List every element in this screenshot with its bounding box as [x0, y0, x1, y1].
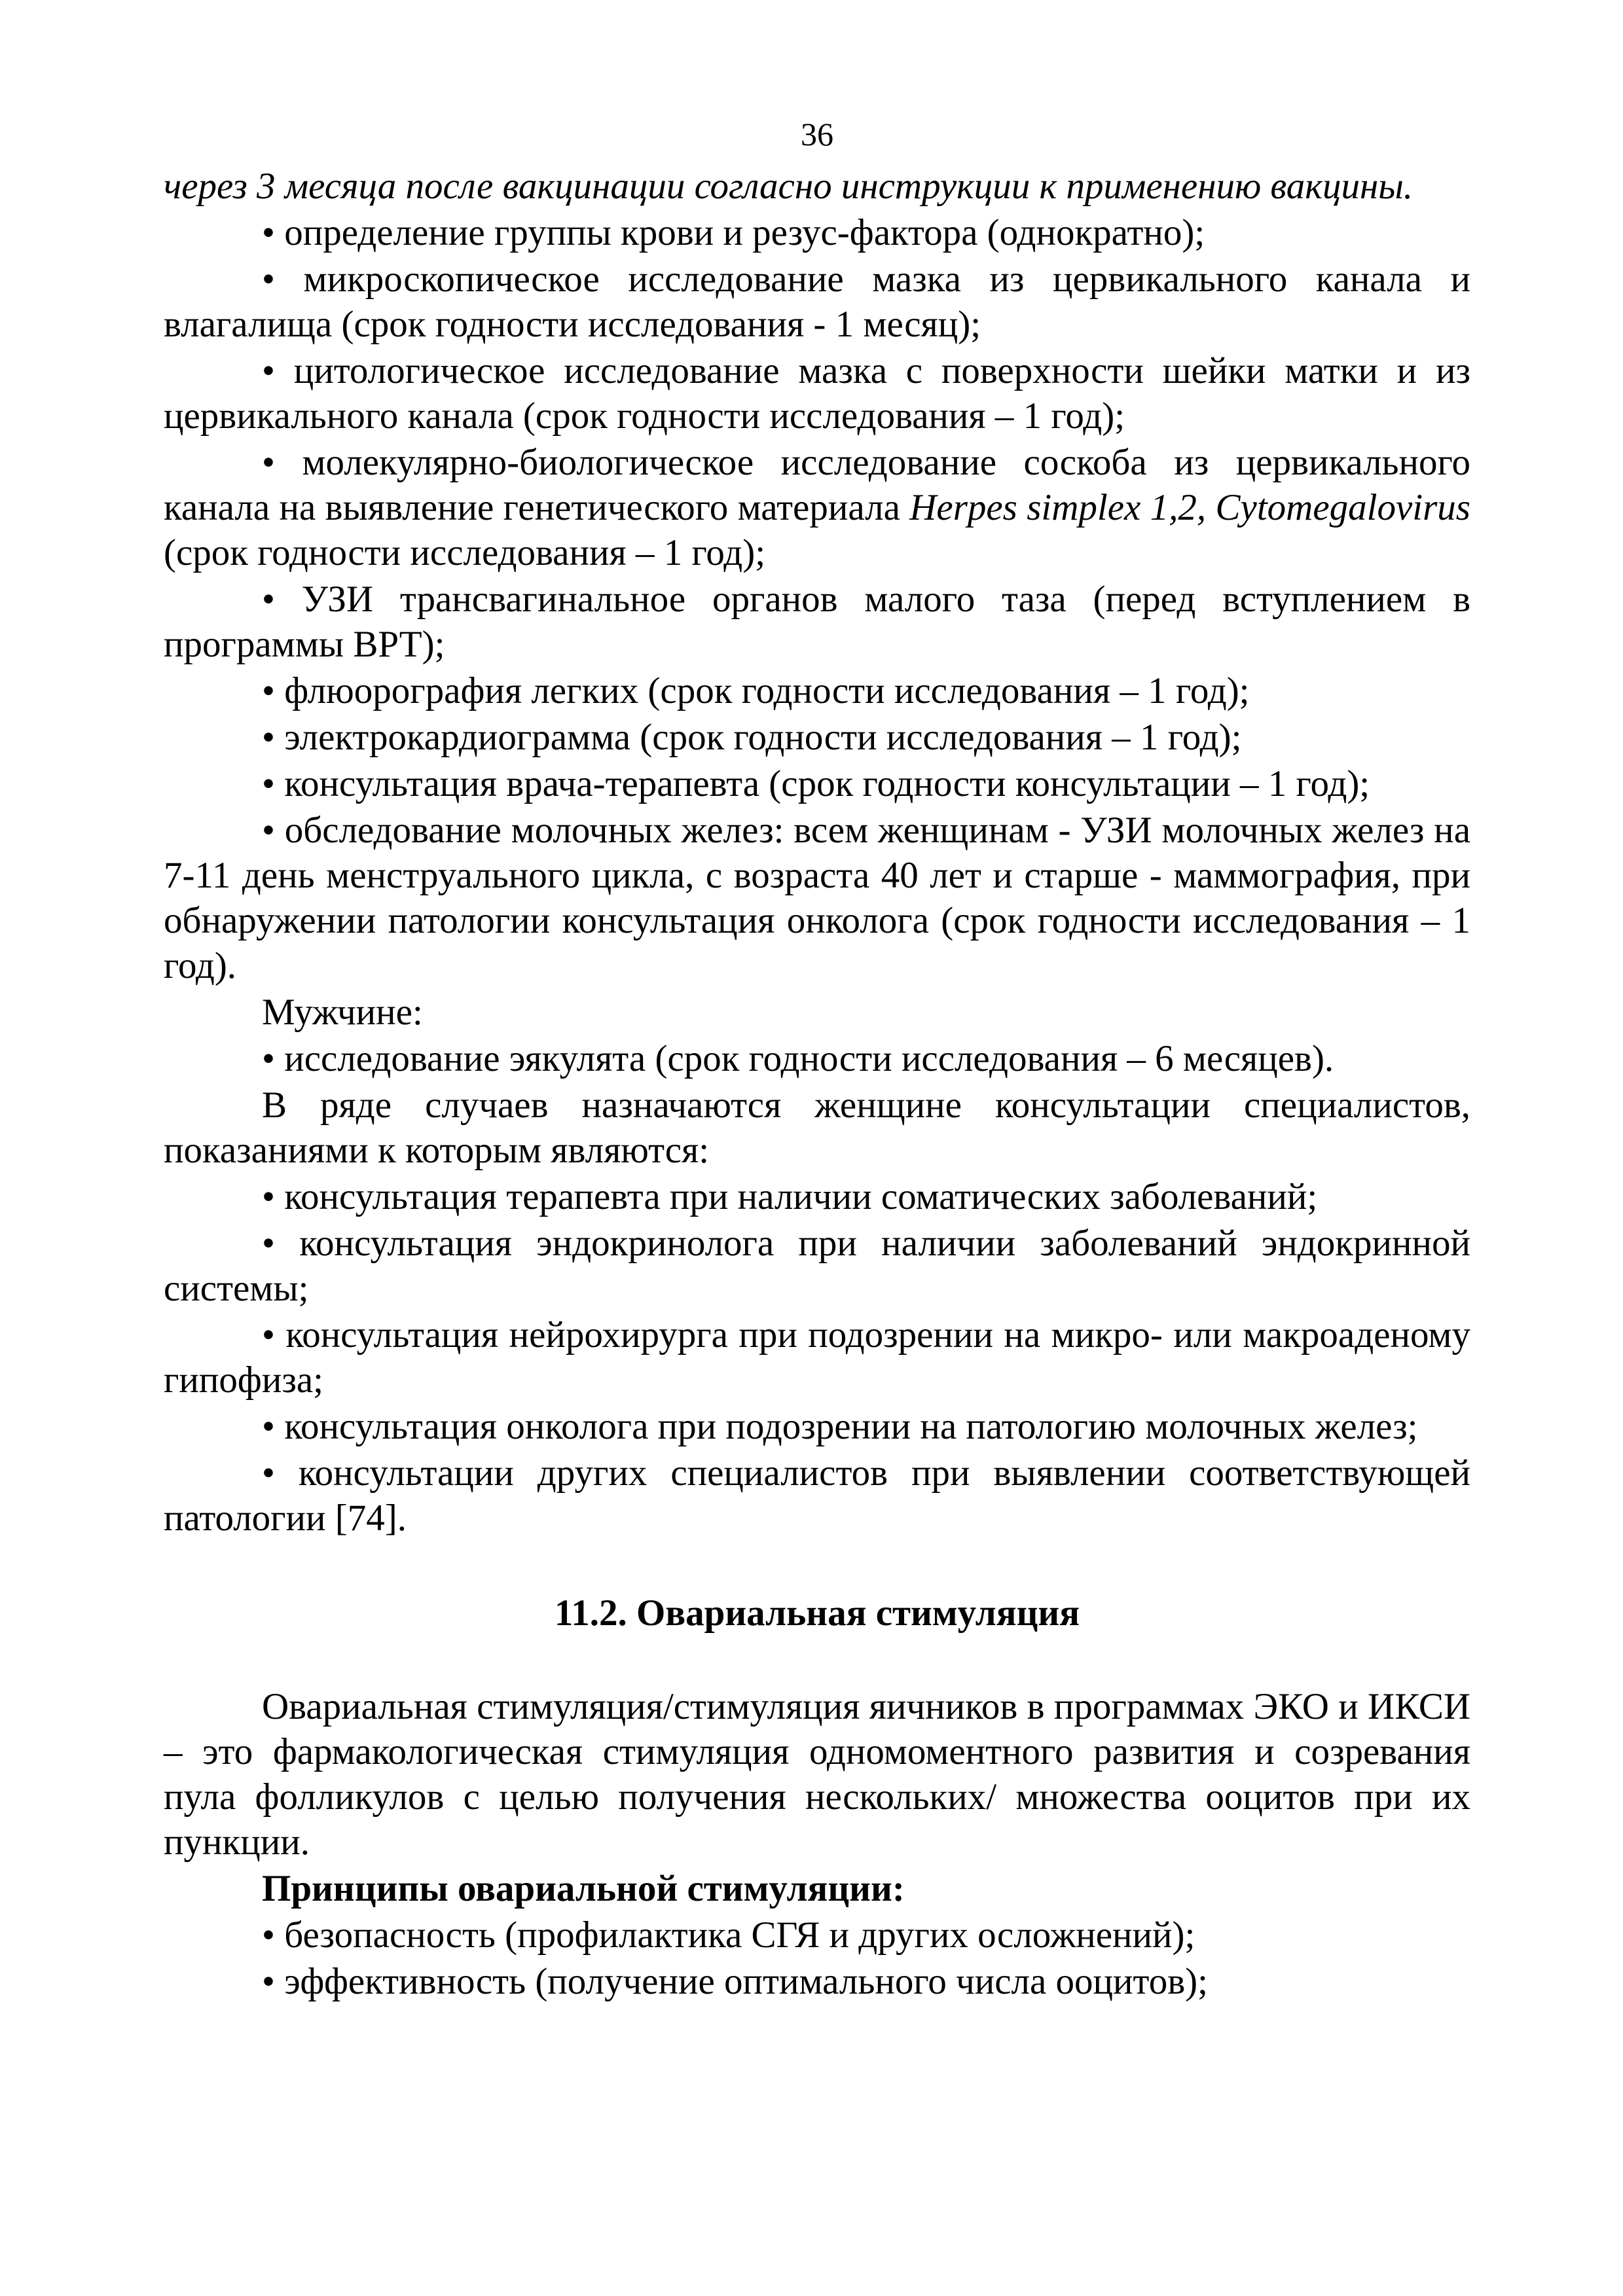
list-item: • флюорография легких (срок годности исследования – 1 год); [164, 668, 1470, 713]
section-heading: 11.2. Овариальная стимуляция [554, 1592, 1080, 1634]
list-item: • консультации других специалистов при выявлении соответствующей патологии [74]. [164, 1450, 1470, 1541]
list-item: • микроскопическое исследование мазка из цервикального канала и влагалища (срок годности исследования - 1 месяц); [164, 257, 1470, 347]
section-paragraph: Овариальная стимуляция/стимуляция яичников в программах ЭКО и ИКСИ – это фармакологическая стимуляция одномоментного развития и созревания пула фолликулов с целью получения нескольких/ множества ооцитов при их пункции. [164, 1686, 1470, 1863]
list-item: • электрокардиограмма (срок годности исследования – 1 год); [164, 715, 1470, 760]
list-item: • консультация онколога при подозрении на патологию молочных желез; [164, 1404, 1470, 1449]
molecular-text: молекулярно-биологическое исследование соскоба из цервикального канала на выявление генетического материала [164, 442, 1470, 528]
list-item: • обследование молочных желез: всем женщинам - УЗИ молочных желез на 7-11 день менструального цикла, с возраста 40 лет и старше - маммография, при обнаружении патологии консультация онколога (срок годности исследования – 1 год). [164, 808, 1470, 988]
list-item: • консультация нейрохирурга при подозрении на микро- или макроаденому гипофиза; [164, 1312, 1470, 1403]
list-item: • консультация эндокринолога при наличии заболеваний эндокринной системы; [164, 1221, 1470, 1311]
list-item: • цитологическое исследование мазка с поверхности шейки матки и из цервикального канала (срок годности исследования – 1 год); [164, 348, 1470, 439]
men-label: Мужчине: [262, 992, 423, 1033]
consult-intro: В ряде случаев назначаются женщине консультации специалистов, показаниями к которым являются: [164, 1085, 1470, 1171]
list-item: • консультация терапевта при наличии соматических заболеваний; [164, 1174, 1470, 1219]
page-number: 36 [801, 116, 833, 152]
list-item: • консультация врача-терапевта (срок годности консультации – 1 год); [164, 761, 1470, 806]
list-item: • УЗИ трансвагинальное органов малого таза (перед вступлением в программы ВРТ); [164, 577, 1470, 667]
list-item: • безопасность (профилактика СГЯ и других осложнений); [164, 1912, 1470, 1958]
pathogen-names: Herpes simplex 1,2, Cytomegalovirus [909, 487, 1470, 528]
intro-italic-text: через 3 месяца после вакцинации согласно инструкции к применению вакцины. [164, 166, 1413, 207]
list-item-molecular [164, 440, 1470, 575]
principles-heading: Принципы овариальной стимуляции: [262, 1868, 905, 1909]
molecular-validity: (срок годности исследования – 1 год); [164, 532, 766, 573]
list-item: • исследование эякулята (срок годности исследования – 6 месяцев). [164, 1036, 1470, 1081]
list-item: • определение группы крови и резус-фактора (однократно); [164, 210, 1470, 255]
document-page [164, 111, 1470, 2005]
list-item: • эффективность (получение оптимального числа ооцитов); [164, 1959, 1470, 2004]
